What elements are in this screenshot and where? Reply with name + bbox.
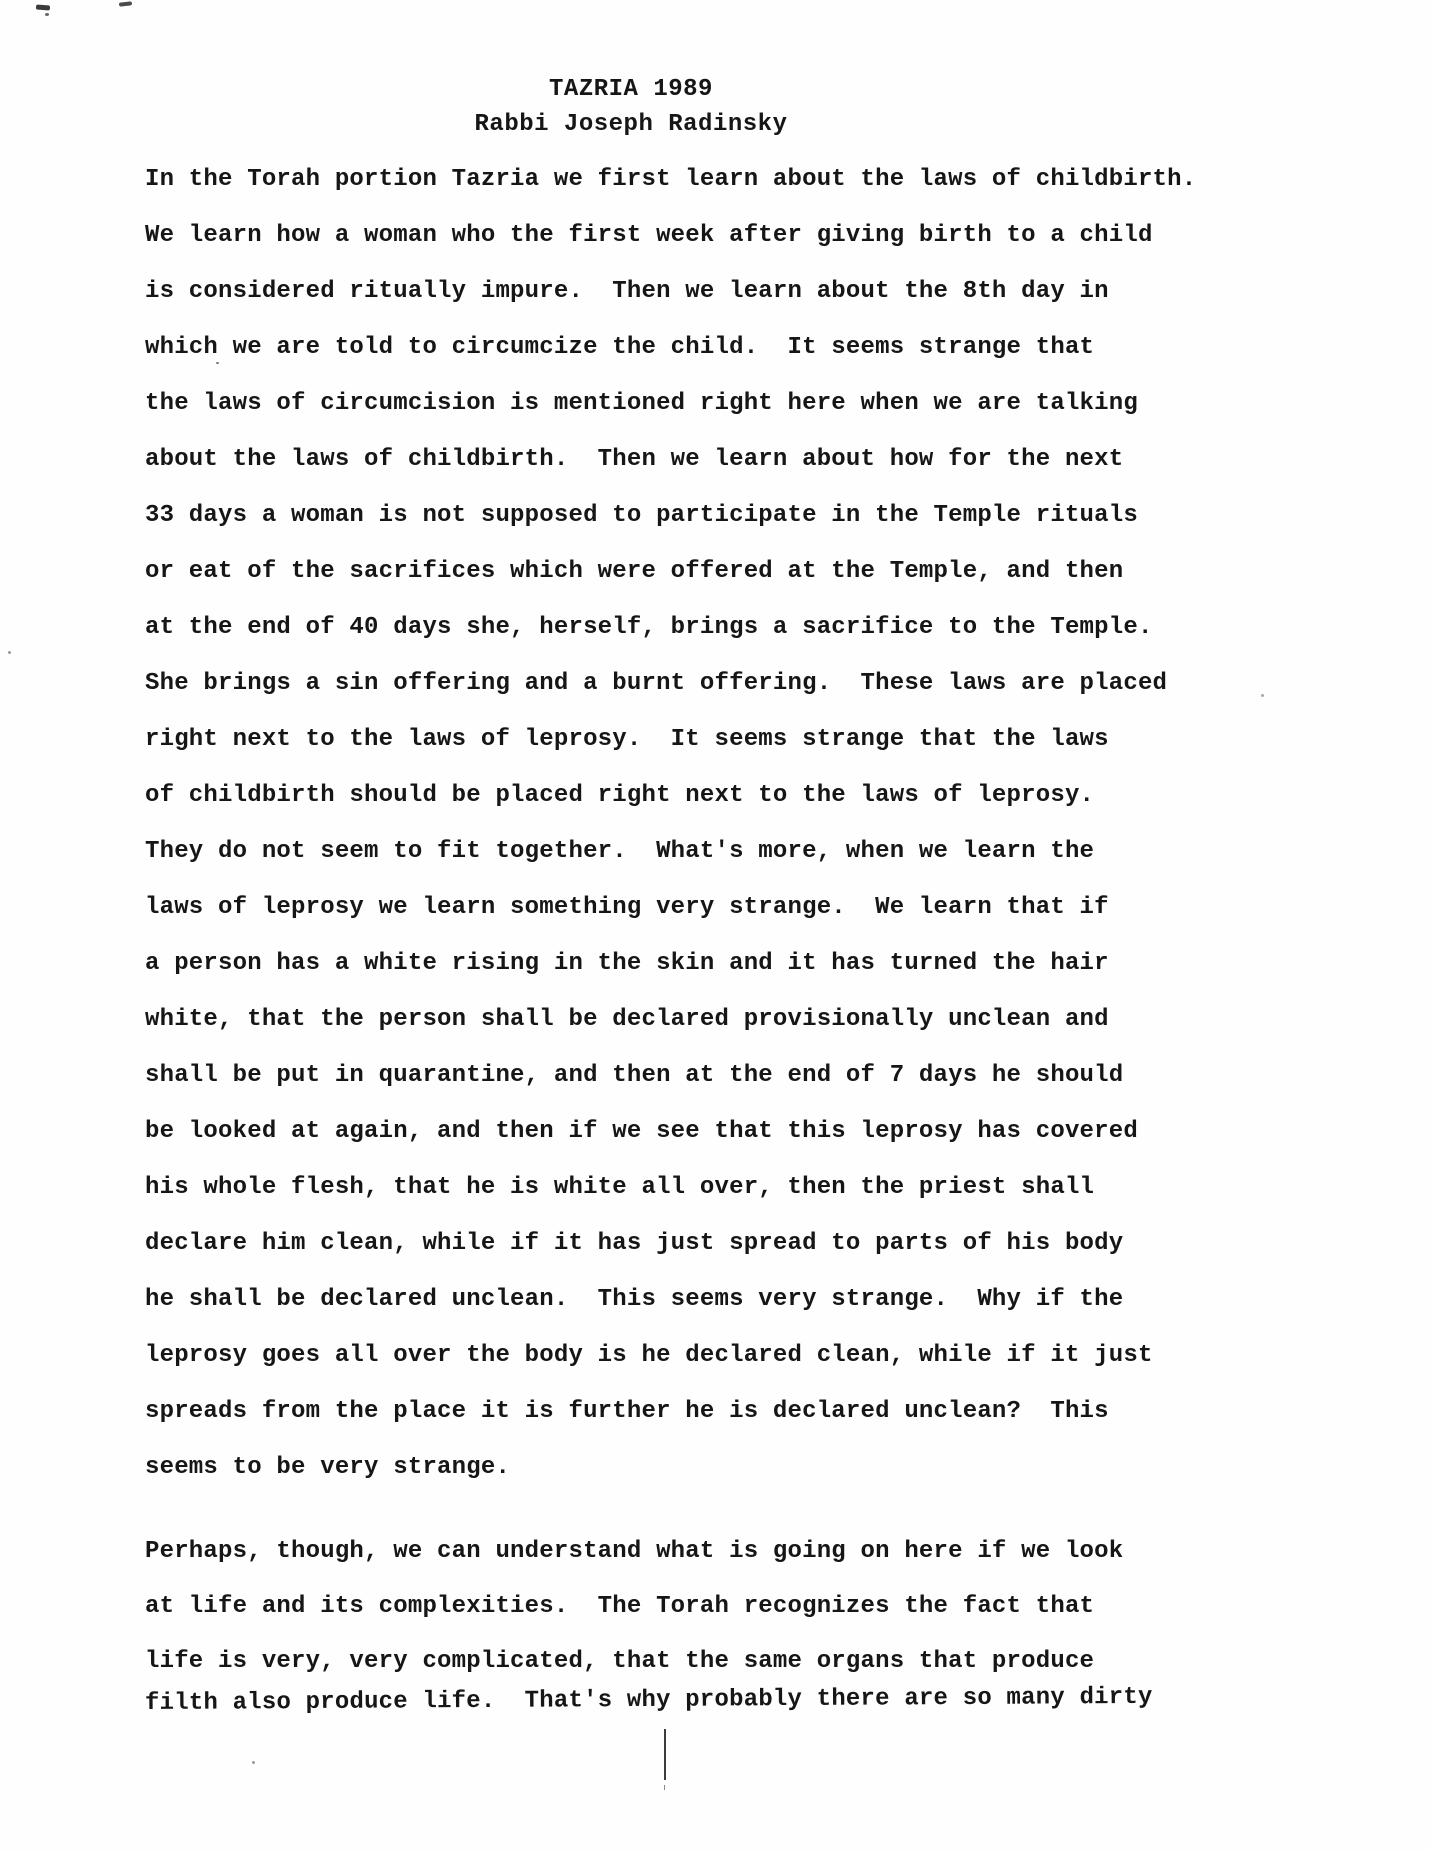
text-line: at the end of 40 days she, herself, brings a sacrifice to the Temple.: [145, 614, 1153, 641]
scan-artifact-mark: [119, 1, 132, 6]
text-line: of childbirth should be placed right next to the laws of leprosy.: [145, 782, 1095, 809]
text-line: shall be put in quarantine, and then at the end of 7 days he should: [145, 1062, 1124, 1089]
scan-artifact-vertical-line: [664, 1729, 666, 1780]
text-line: white, that the person shall be declared provisionally unclean and: [145, 1006, 1109, 1033]
text-line: 33 days a woman is not supposed to participate in the Temple rituals: [145, 502, 1138, 529]
text-line: Perhaps, though, we can understand what is going on here if we look: [145, 1538, 1124, 1565]
text-line: leprosy goes all over the body is he declared clean, while if it just: [145, 1342, 1153, 1369]
text-line: a person has a white rising in the skin and it has turned the hair: [145, 950, 1109, 977]
scan-artifact-speck: [45, 13, 49, 16]
text-line: filth also produce life. That's why probably there are so many dirty: [144, 1683, 1153, 1717]
text-line: or eat of the sacrifices which were offered at the Temple, and then: [145, 558, 1124, 585]
scan-artifact-mark: [36, 5, 50, 11]
scan-artifact-dot: [8, 651, 11, 654]
text-line: declare him clean, while if it has just spread to parts of his body: [145, 1230, 1124, 1257]
text-line: about the laws of childbirth. Then we learn about how for the next: [145, 446, 1124, 473]
text-line: In the Torah portion Tazria we first learn about the laws of childbirth.: [145, 166, 1197, 193]
text-line: right next to the laws of leprosy. It seems strange that the laws: [145, 726, 1109, 753]
text-line: is considered ritually impure. Then we learn about the 8th day in: [145, 278, 1109, 305]
scan-artifact-vertical-line-tail: [664, 1785, 665, 1790]
paragraph-2: [145, 1524, 1245, 1731]
text-line: spreads from the place it is further he is declared unclean? This: [145, 1398, 1109, 1425]
document-header: [0, 72, 1262, 142]
scan-artifact-dot: [1261, 694, 1264, 697]
text-line: his whole flesh, that he is white all over, then the priest shall: [145, 1174, 1095, 1201]
text-line: he shall be declared unclean. This seems very strange. Why if the: [145, 1286, 1124, 1313]
text-line: which we are told to circumcize the child. It seems strange that: [145, 334, 1095, 361]
text-line: seems to be very strange.: [145, 1454, 511, 1481]
text-line: She brings a sin offering and a burnt offering. These laws are placed: [145, 670, 1168, 697]
text-line: the laws of circumcision is mentioned right here when we are talking: [145, 390, 1138, 417]
text-line: They do not seem to fit together. What's more, when we learn the: [145, 838, 1095, 865]
document-author: Rabbi Joseph Radinsky: [474, 111, 788, 138]
document-title: TAZRIA 1989: [549, 76, 713, 103]
paragraph-1: [145, 152, 1245, 1496]
text-line: laws of leprosy we learn something very strange. We learn that if: [145, 894, 1109, 921]
text-line: be looked at again, and then if we see that this leprosy has covered: [145, 1118, 1138, 1145]
scan-artifact-dot: [252, 1761, 255, 1764]
scan-artifact-dot: [216, 362, 219, 364]
text-line: at life and its complexities. The Torah recognizes the fact that: [145, 1593, 1095, 1620]
text-line: life is very, very complicated, that the same organs that produce: [145, 1648, 1095, 1675]
text-line: We learn how a woman who the first week after giving birth to a child: [145, 222, 1153, 249]
